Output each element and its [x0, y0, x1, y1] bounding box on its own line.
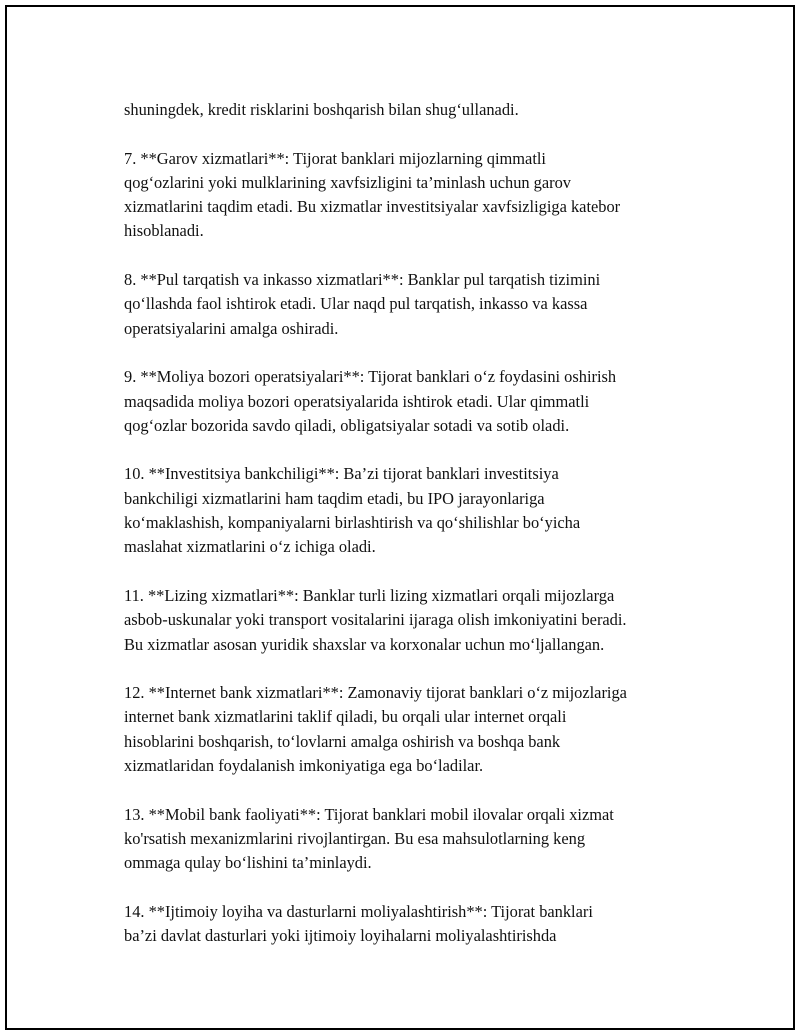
paragraph-item-10: 10. **Investitsiya bankchiligi**: Ba’zi tijorat banklari investitsiya bankchiligi xizmatlarini ham taqdim etadi, bu IPO jarayonlariga ko‘maklashish, kompaniyalarni birlashtirish va qo‘shilishlar bo‘yicha maslahat xizmatlarini o‘z ichiga oladi. [124, 464, 581, 557]
paragraph-item-7: 7. **Garov xizmatlari**: Tijorat banklari mijozlarning qimmatli qog‘ozlarini yoki mulklarining xavfsizligini ta’minlash uchun garov xizmatlarini taqdim etadi. Bu xizmatlar investitsiyalar xavfsizligiga katebor hisoblanadi. [124, 148, 621, 241]
paragraph-continuation: shuningdek, kredit risklarini boshqarish bilan shug‘ullanadi. [124, 100, 519, 119]
paragraph-item-13: 13. **Mobil bank faoliyati**: Tijorat banklari mobil ilovalar orqali xizmat ko'rsatish mexanizmlarini rivojlantirgan. Bu esa mahsulotlarning keng ommaga qulay bo‘lishini ta’minlaydi. [124, 804, 614, 873]
page-frame [5, 5, 795, 1030]
document-body [124, 98, 714, 973]
paragraph-item-14: 14. **Ijtimoiy loyiha va dasturlarni moliyalashtirish**: Tijorat banklari ba’zi davlat dasturlari yoki ijtimoiy loyihalarni moliyalashtirishda [124, 901, 593, 946]
paragraph-item-9: 9. **Moliya bozori operatsiyalari**: Tijorat banklari o‘z foydasini oshirish maqsadida moliya bozori operatsiyalarida ishtirok etadi. Ular qimmatli qog‘ozlar bozorida savdo qiladi, obligatsiyalar sotadi va sotib oladi. [124, 367, 617, 435]
paragraph-item-8: 8. **Pul tarqatish va inkasso xizmatlari**: Banklar pul tarqatish tizimini qo‘llashda faol ishtirok etadi. Ular naqd pul tarqatish, inkasso va kassa operatsiyalarini amalga oshiradi. [124, 270, 601, 338]
paragraph-item-11: 11. **Lizing xizmatlari**: Banklar turli lizing xizmatlari orqali mijozlarga asbob-uskunalar yoki transport vositalarini ijaraga olish imkoniyatini beradi. Bu xizmatlar asosan yuridik shaxslar va korxonalar uchun mo‘ljallangan. [124, 585, 627, 654]
paragraph-item-12: 12. **Internet bank xizmatlari**: Zamonaviy tijorat banklari o‘z mijozlariga internet bank xizmatlarini taklif qiladi, bu orqali ular internet orqali hisoblarini boshqarish, to‘lovlarni amalga oshirish va boshqa bank xizmatlaridan foydalanish imkoniyatiga ega bo‘ladilar. [124, 683, 627, 776]
